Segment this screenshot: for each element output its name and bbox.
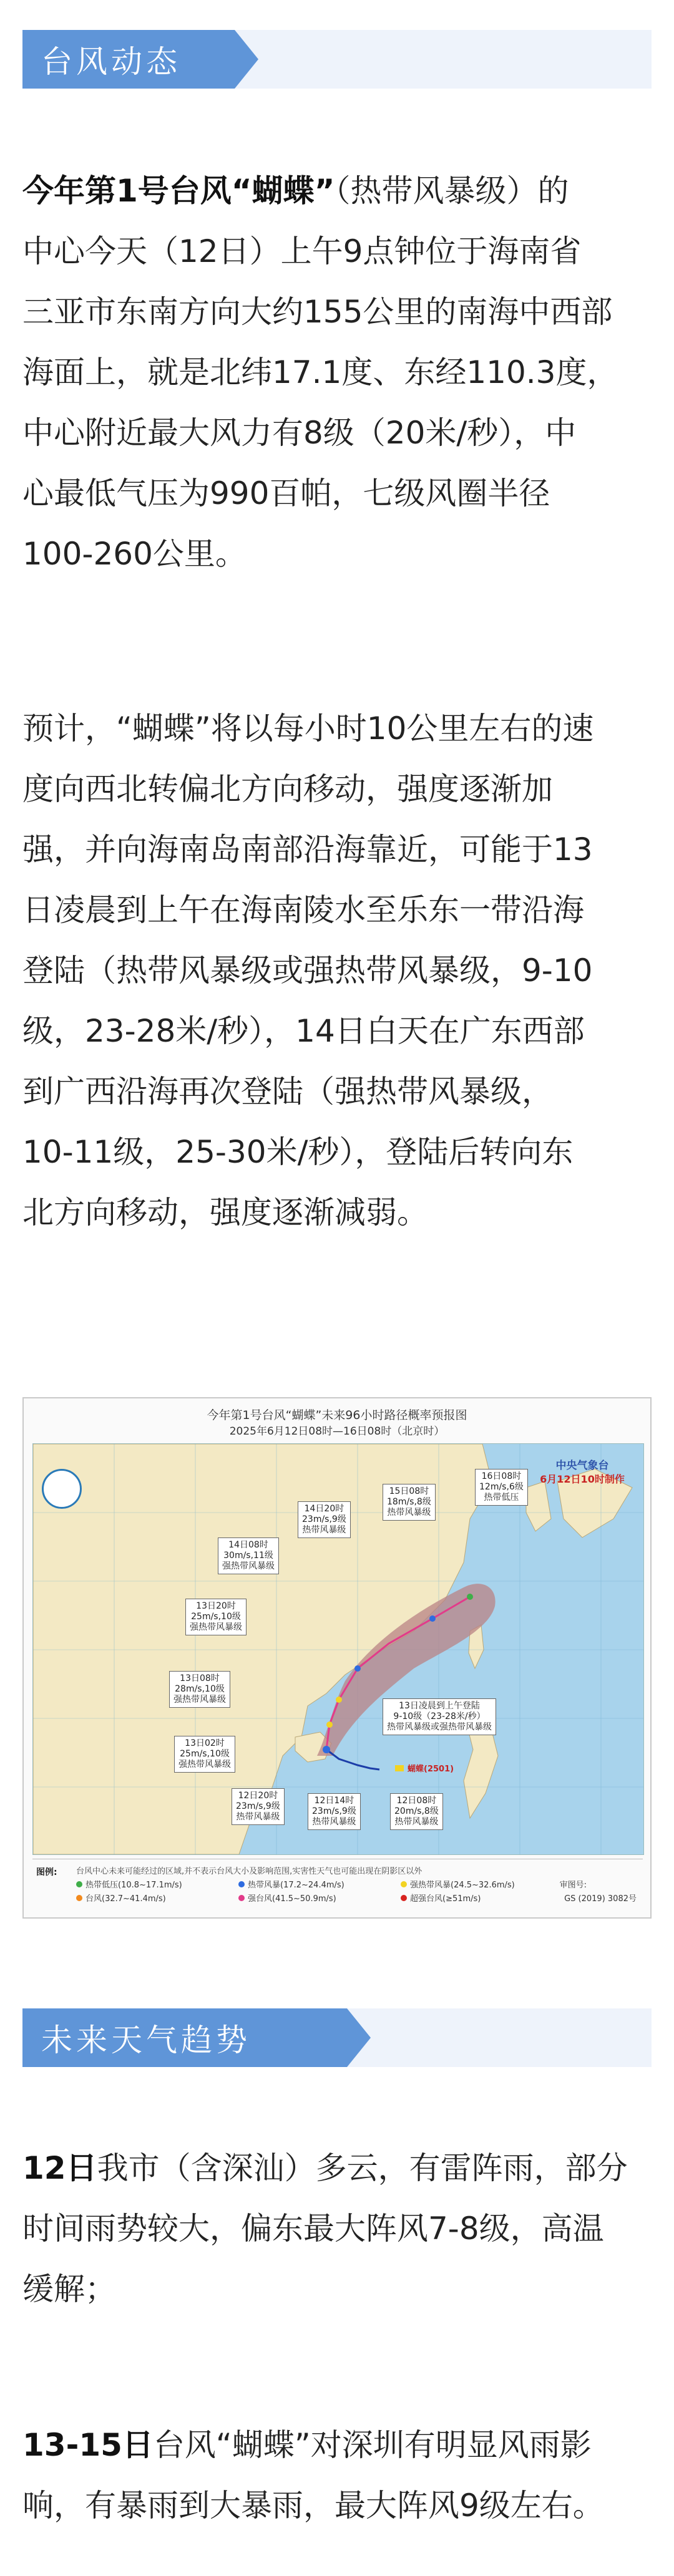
map-callout: 12日14时 23m/s,9级 热带风暴级	[308, 1793, 361, 1830]
bold-lead: 12日	[22, 2150, 97, 2186]
legend-dot	[76, 1895, 82, 1901]
section-title: 未来天气趋势	[41, 2022, 251, 2058]
text-line: 100-260公里。	[22, 536, 247, 572]
text-line: 今年第1号台风“蝴蝶”（热带风暴级）的	[22, 173, 569, 209]
land-korea	[526, 1481, 551, 1531]
text-line: 10-11级，25-30米/秒），登陆后转向东	[22, 1134, 574, 1170]
text-line: 到广西沿海再次登陆（强热带风暴级，	[22, 1073, 553, 1110]
map-title: 今年第1号台风“蝴蝶”未来96小时路径概率预报图	[207, 1408, 467, 1422]
legend-dot	[401, 1895, 407, 1901]
text-line: 日凌晨到上午在海南陵水至乐东一带沿海	[22, 892, 584, 928]
text-line: 强，并向海南岛南部沿海靠近，可能于13	[22, 831, 593, 868]
map-area	[32, 1443, 644, 1855]
typhoon-status-paragraph	[22, 161, 652, 584]
map-callout: 13日08时 28m/s,10级 强热带风暴级	[169, 1671, 230, 1708]
agency-label: 中央气象台 6月12日10时制作	[540, 1460, 625, 1485]
text-line: 度向西北转偏北方向移动，强度逐渐加	[22, 771, 553, 807]
past-track	[326, 1750, 379, 1770]
text-line: 中心今天（12日）上午9点钟位于海南省	[22, 233, 582, 269]
text-line: 预计，“蝴蝶”将以每小时10公里左右的速	[22, 710, 594, 747]
text-line: 心最低气压为990百帕，七级风圈半径	[22, 475, 550, 511]
text-line: 缓解；	[22, 2271, 116, 2307]
text-line: 13-15日台风“蝴蝶”对深圳有明显风雨影	[22, 2427, 592, 2463]
landfall-callout: 13日凌晨到上午登陆 9-10级（23-28米/秒） 热带风暴级或强热带风暴级	[383, 1698, 496, 1735]
typhoon-legend-marker	[395, 1765, 404, 1771]
map-legend	[32, 1859, 643, 1914]
text-line: 海面上，就是北纬17.1度、东经110.3度，	[22, 354, 618, 390]
forecast-paragraph	[22, 699, 652, 1243]
legend-dot	[238, 1881, 245, 1887]
map-callout: 14日08时 30m/s,11级 强热带风暴级	[218, 1537, 279, 1574]
forecast-12-paragraph	[22, 2138, 652, 2320]
legend-dot	[76, 1881, 82, 1887]
map-callout: 13日20时 25m/s,10级 强热带风暴级	[185, 1599, 247, 1635]
legend-dot	[238, 1895, 245, 1901]
map-callout: 13日02时 25m/s,10级 强热带风暴级	[174, 1736, 235, 1773]
map-callout: 16日08时 12m/s,6级 热带低压	[475, 1469, 528, 1506]
text-line: 三亚市东南方向大约155公里的南海中西部	[22, 294, 613, 330]
legend-item: 台风(32.7~41.4m/s)	[76, 1892, 166, 1904]
text-line: 12日我市（含深汕）多云，有雷阵雨，部分	[22, 2150, 628, 2186]
map-approval-number: GS (2019) 3082号	[564, 1894, 637, 1904]
map-callout: 12日08时 20m/s,8级 热带风暴级	[390, 1793, 443, 1830]
legend-item: 热带低压(10.8~17.1m/s)	[76, 1878, 182, 1890]
bold-lead: 13-15日	[22, 2427, 154, 2463]
typhoon-name-label: 蝴蝶(2501)	[408, 1765, 454, 1774]
legend-item: 强台风(41.5~50.9m/s)	[238, 1892, 336, 1904]
legend-note: 台风中心未来可能经过的区域,并不表示台风大小及影响范围,实害性天气也可能出现在阴影区以外	[76, 1867, 422, 1876]
section-header-typhoon	[22, 30, 235, 89]
text-line: 时间雨势较大，偏东最大阵风7-8级，高温	[22, 2210, 604, 2247]
legend-dot	[401, 1881, 407, 1887]
legend-label: 图例:	[36, 1867, 57, 1877]
text-line: 响，有暴雨到大暴雨，最大阵风9级左右。	[22, 2487, 604, 2524]
cma-logo-icon	[42, 1469, 82, 1509]
forecast-13-15-paragraph	[22, 2415, 652, 2536]
section-title: 台风动态	[41, 44, 181, 80]
typhoon-track-map	[22, 1397, 652, 1919]
legend-item: 超强台风(≥51m/s)	[401, 1892, 481, 1904]
map-approval-label: 审图号:	[559, 1881, 587, 1890]
map-subtitle: 2025年6月12日08时—16日08时（北京时）	[229, 1425, 445, 1438]
current-position-marker	[323, 1746, 330, 1753]
map-callout: 15日08时 18m/s,8级 热带风暴级	[383, 1484, 436, 1521]
text-line: 中心附近最大风力有8级（20米/秒），中	[22, 415, 577, 451]
text-line: 级，23-28米/秒），14日白天在广东西部	[22, 1013, 585, 1049]
legend-item: 热带风暴(17.2~24.4m/s)	[238, 1878, 344, 1890]
text-line: 北方向移动，强度逐渐减弱。	[22, 1194, 428, 1231]
map-callout: 12日20时 23m/s,9级 热带风暴级	[232, 1788, 285, 1825]
text-line: 登陆（热带风暴级或强热带风暴级，9-10	[22, 952, 593, 989]
map-callout: 14日20时 23m/s,9级 热带风暴级	[298, 1501, 351, 1538]
section-header-forecast	[22, 2008, 347, 2067]
bold-lead: 今年第1号台风“蝴蝶”	[22, 173, 335, 209]
legend-item: 强热带风暴(24.5~32.6m/s)	[401, 1878, 515, 1890]
